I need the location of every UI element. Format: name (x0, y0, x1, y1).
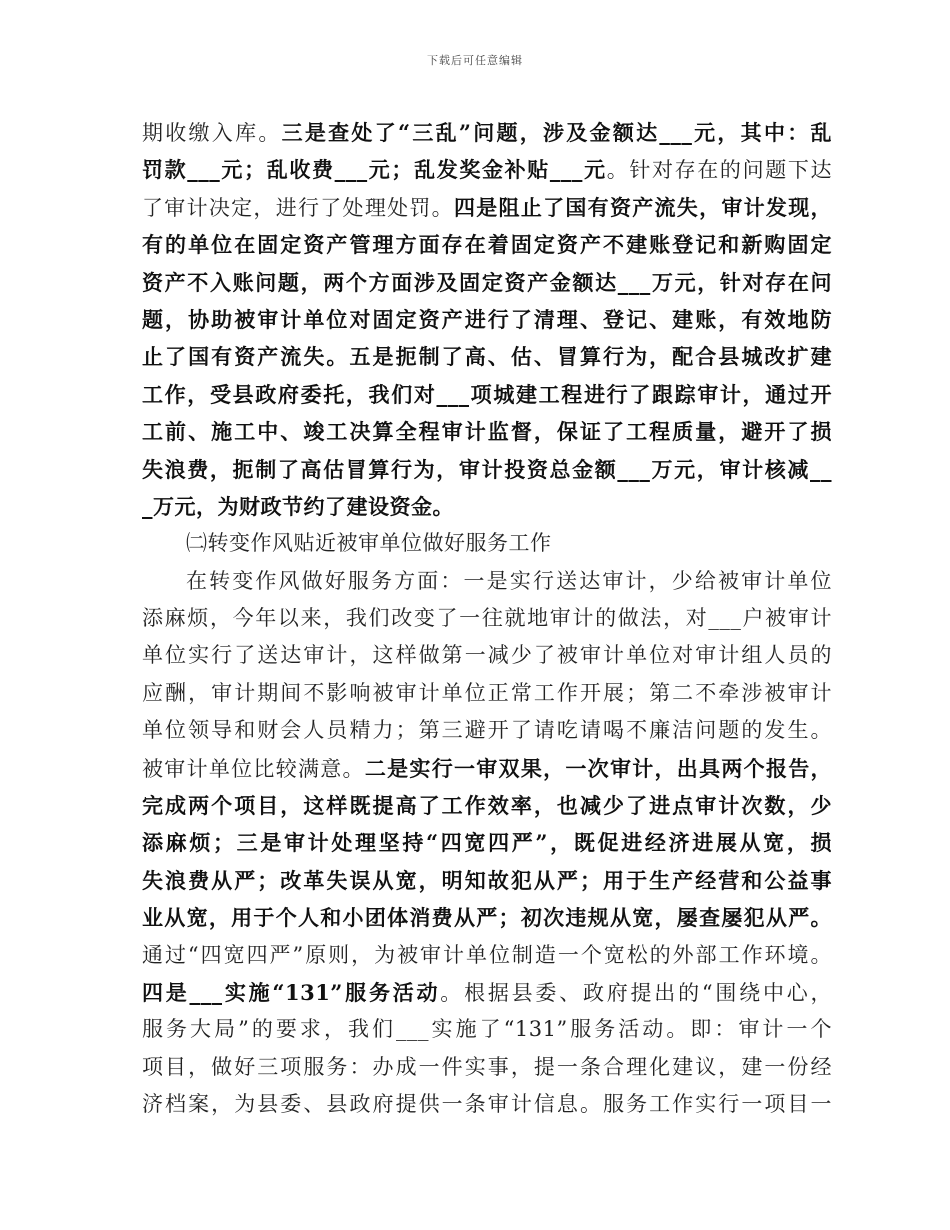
text-line (142, 1049, 832, 1086)
text-line (142, 376, 832, 413)
text-segment: 。针对存在的问题下达 (606, 158, 833, 183)
text-line (142, 937, 832, 974)
text-line (142, 750, 832, 787)
text-line (142, 824, 832, 861)
text-line (142, 862, 832, 899)
text-segment: 期收缴入库。 (142, 121, 282, 145)
text-segment: 添麻烦，今年以来，我们改变了一往就地审计的做法，对___户被审计 (142, 606, 832, 631)
text-segment: 了审计决定，进行了处理处罚。 (142, 195, 454, 220)
text-line (142, 787, 832, 824)
text-line (142, 488, 832, 525)
text-line (142, 525, 832, 562)
bold-text-segment: 题，协助被审计单位对固定资产进行了清理、登记、建账，有效地防 (142, 306, 832, 332)
bold-text-segment: 止了国有资产流失。五是扼制了高、估、冒算行为，配合县城改扩建 (142, 344, 832, 370)
bold-text-segment: 有的单位在固定资产管理方面存在着固定资产不建账登记和新购固定 (142, 232, 832, 258)
text-segment: 服务大局”的要求，我们___实施了“131”服务活动。即：审计一个 (142, 1017, 832, 1042)
text-segment: ㈡转变作风贴近被审单位做好服务工作 (186, 531, 552, 556)
text-line (142, 712, 832, 749)
text-line (142, 151, 832, 188)
text-segment: 项目，做好三项服务：办成一件实事，提一条合理化建议，建一份经 (142, 1054, 832, 1079)
text-line (142, 675, 832, 712)
text-line (142, 1086, 832, 1123)
text-line (142, 899, 832, 936)
text-line (142, 338, 832, 375)
text-segment: 。根据县委、政府提出的“围绕中心， (440, 980, 833, 1005)
bold-text-segment: 罚款___元；乱收费___元；乱发奖金补贴___元 (142, 157, 607, 183)
text-segment: 单位实行了送达审计，这样做第一减少了被审计单位对审计组人员的 (142, 643, 832, 668)
text-line (142, 1011, 832, 1048)
text-line (142, 226, 832, 263)
bold-text-segment: 三是查处了“三乱”问题，涉及金额达___元，其中：乱 (281, 120, 832, 145)
text-line (142, 301, 832, 338)
text-segment: 通过“四宽四严”原则，为被审计单位制造一个宽松的外部工作环境。 (142, 942, 832, 967)
text-segment: 济档案，为县委、县政府提供一条审计信息。服务工作实行一项目一 (142, 1092, 832, 1117)
bold-text-segment: 完成两个项目，这样既提高了工作效率，也减少了进点审计次数，少 (142, 793, 832, 819)
text-line (142, 413, 832, 450)
text-line (142, 600, 832, 637)
text-segment: 应酬，审计期间不影响被审计单位正常工作开展；第二不牵涉被审计 (142, 680, 832, 705)
bold-text-segment: 工作，受县政府委托，我们对___项城建工程进行了跟踪审计，通过开 (142, 381, 832, 407)
text-line (142, 637, 832, 674)
bold-text-segment: 失浪费，扼制了高估冒算行为，审计投资总金额___万元，审计核减__ (142, 456, 832, 482)
text-line (142, 451, 832, 488)
text-line (142, 114, 832, 151)
bold-text-segment: _万元，为财政节约了建设资金。 (142, 493, 454, 519)
bold-text-segment: 二是实行一审双果，一次审计，出具两个报告， (364, 755, 833, 781)
bold-text-segment: 四是___实施“131”服务活动 (142, 979, 441, 1005)
text-line (142, 189, 832, 226)
bold-text-segment: 失浪费从严；改革失误从宽，明知故犯从严；用于生产经营和公益事 (142, 867, 832, 893)
bold-text-segment: 添麻烦；三是审计处理坚持“四宽四严”，既促进经济进展从宽，损 (142, 830, 832, 856)
page-header: 下载后可任意编辑 (427, 54, 523, 67)
text-line (142, 563, 832, 600)
text-segment: 被审计单位比较满意。 (142, 756, 365, 781)
bold-text-segment: 资产不入账问题，两个方面涉及固定资产金额达___万元，针对存在问 (142, 269, 832, 295)
bold-text-segment: 工前、施工中、竣工决算全程审计监督，保证了工程质量，避开了损 (142, 419, 832, 445)
bold-text-segment: 业从宽，用于个人和小团体消费从严；初次违规从宽，屡查屡犯从严。 (142, 905, 832, 931)
text-segment: 在转变作风做好服务方面：一是实行送达审计，少给被审计单位 (186, 568, 832, 593)
text-segment: 单位领导和财会人员精力；第三避开了请吃请喝不廉洁问题的发生。 (142, 718, 832, 743)
text-line (142, 264, 832, 301)
bold-text-segment: 四是阻止了国有资产流失，审计发现， (453, 194, 833, 220)
document-body (142, 114, 832, 1124)
text-line (142, 974, 832, 1011)
